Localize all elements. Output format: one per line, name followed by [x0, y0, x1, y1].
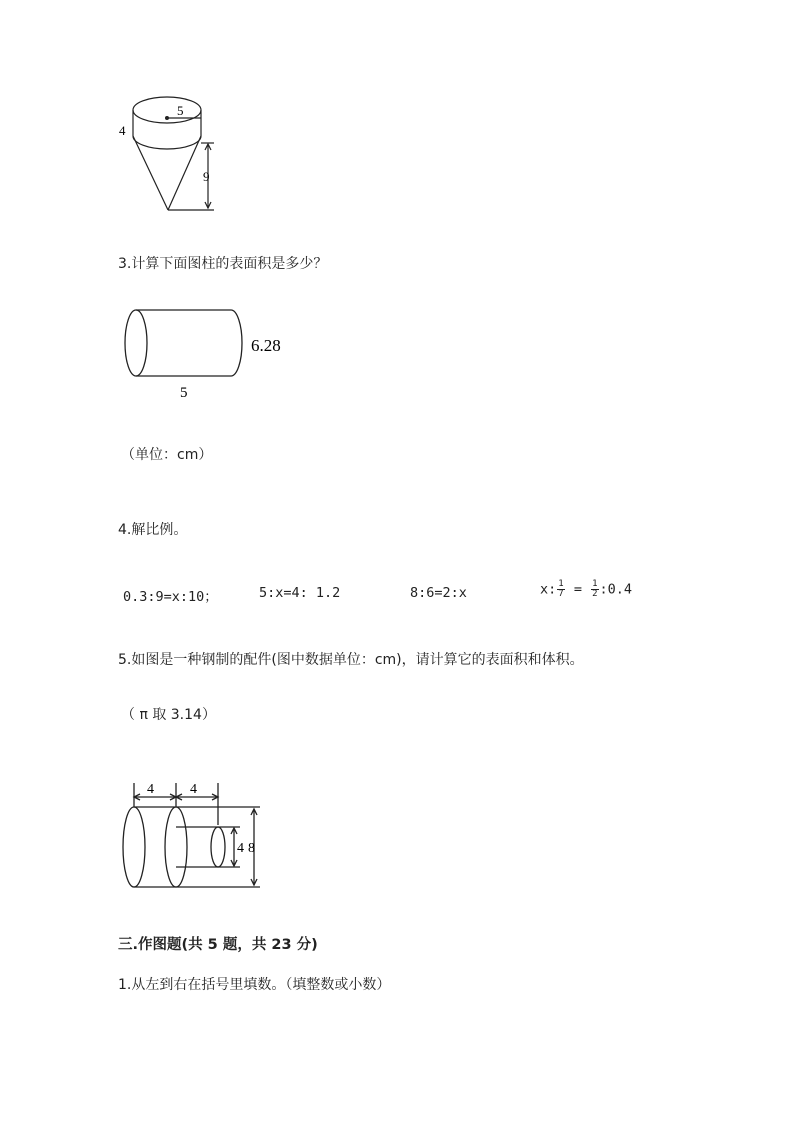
proportion-4-suffix: :0.4	[599, 581, 633, 598]
height-label: 4	[119, 123, 126, 138]
small-length-label: 4	[190, 782, 197, 797]
radius-label: 5	[177, 103, 184, 118]
inner-diameter-label: 4	[237, 841, 244, 856]
question-4: 4.解比例。	[118, 522, 188, 538]
pi-note: （ π 取 3.14）	[121, 707, 216, 723]
proportion-1: 0.3:9=x:10；	[123, 589, 218, 605]
cone-height-label: 9	[203, 169, 210, 184]
outer-diameter-label: 8	[248, 841, 255, 856]
proportion-4-prefix: x:	[540, 581, 557, 598]
question-3: 3.计算下面图柱的表面积是多少？	[118, 256, 328, 272]
section-3-question-1: 1.从左到右在括号里填数。（填整数或小数）	[118, 977, 391, 993]
length-label: 5	[180, 385, 188, 401]
question-5: 5.如图是一种钢制的配件(图中数据单位：cm)，请计算它的表面积和体积。	[118, 652, 584, 668]
steel-part-figure	[118, 775, 278, 895]
unit-note: （单位：cm）	[121, 447, 213, 463]
cylinder-cone-figure	[110, 90, 230, 220]
fraction-1-7: $\frac{1}{7}$	[558, 579, 564, 599]
horizontal-cylinder-figure	[118, 305, 293, 405]
diameter-label: 6.28	[251, 336, 281, 355]
large-length-label: 4	[147, 782, 154, 797]
section-3-title: 三.作图题(共 5 题，共 23 分)	[118, 937, 318, 953]
proportion-3: 8:6=2:x	[410, 585, 467, 601]
proportion-2: 5:x=4: 1.2	[259, 585, 341, 601]
fraction-1-2: $\frac{1}{2}$	[592, 579, 598, 599]
proportion-4	[540, 580, 632, 599]
equals-sign: =	[573, 581, 582, 598]
